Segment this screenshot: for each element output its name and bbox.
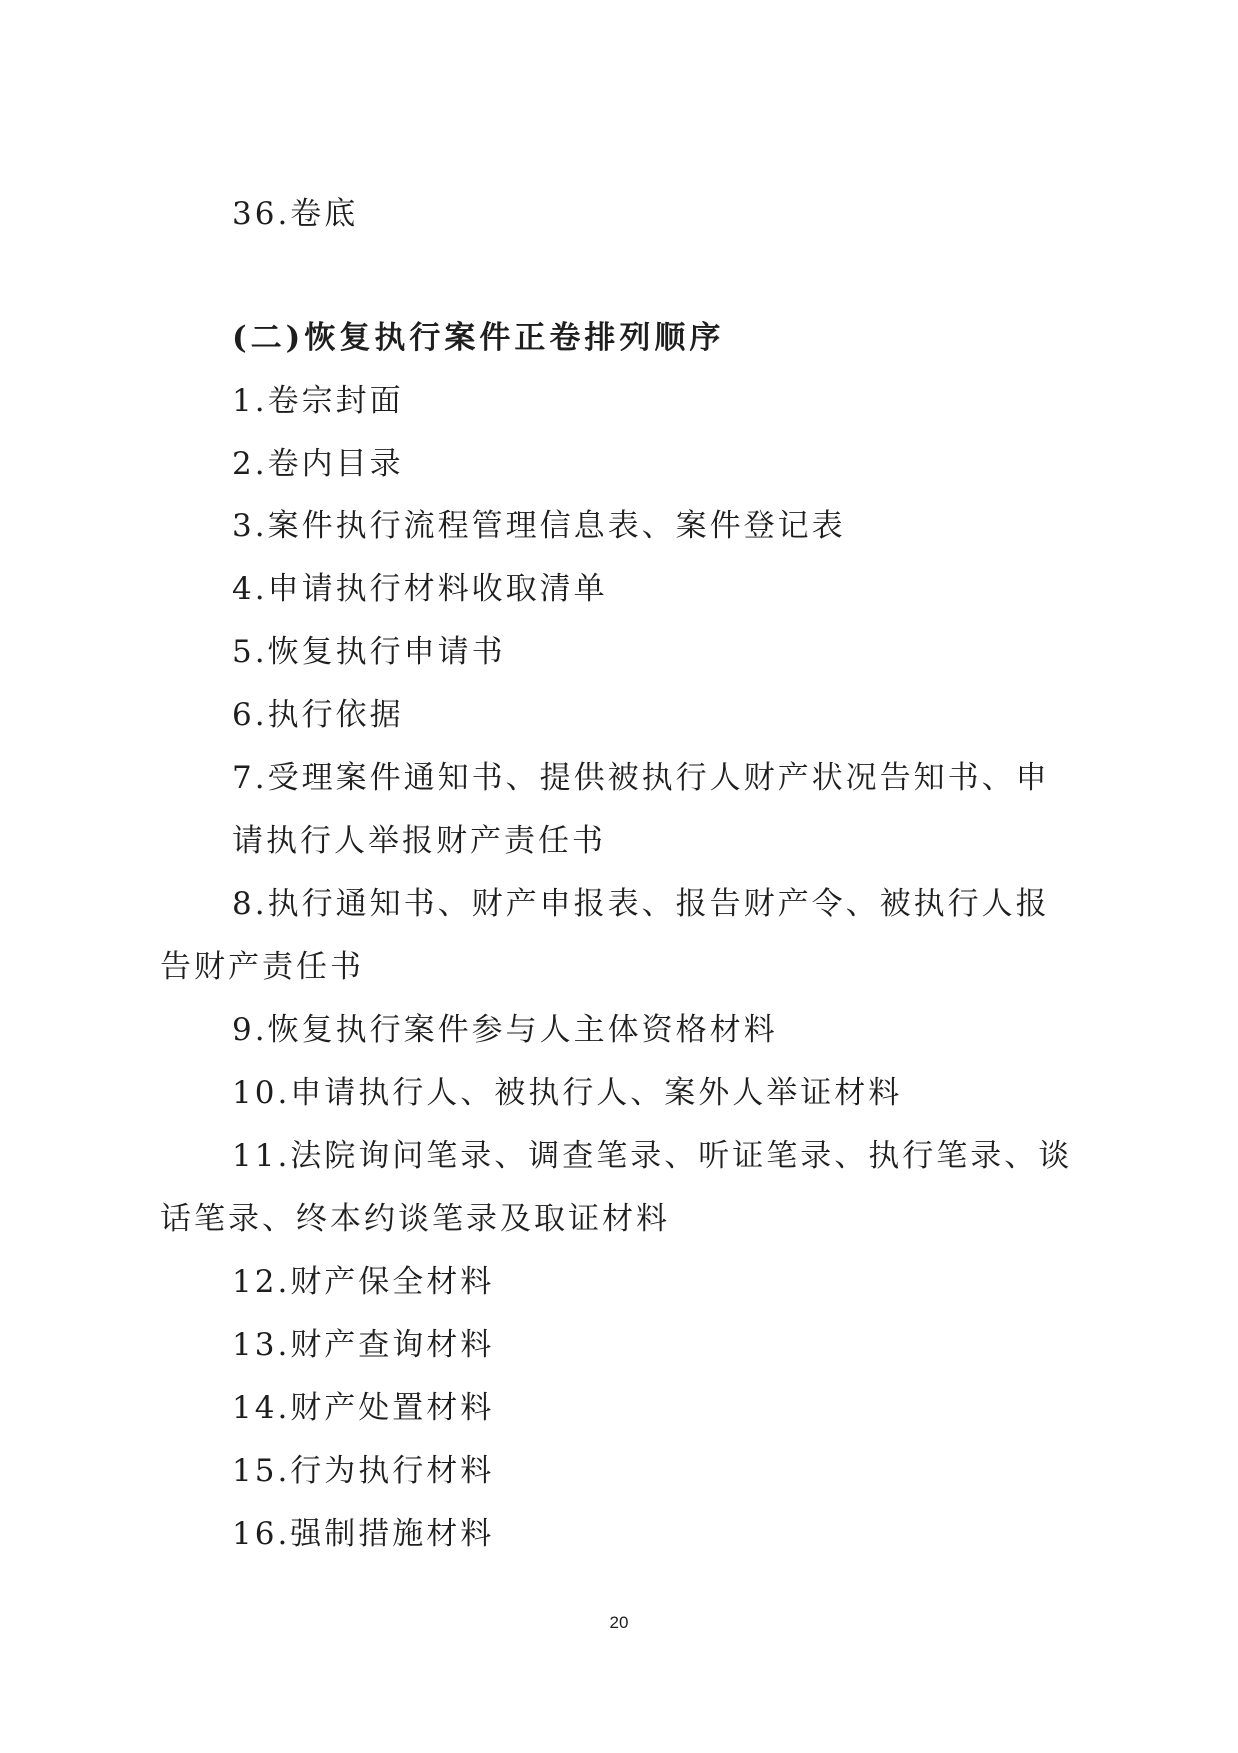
section-heading: (二)恢复执行案件正卷排列顺序 <box>232 320 725 356</box>
list-item-continuation: 告财产责任书 <box>160 949 364 985</box>
page-number: 20 <box>609 1613 629 1632</box>
list-item: 4.申请执行材料收取清单 <box>232 571 608 607</box>
list-item: 8.执行通知书、财产申报表、报告财产令、被执行人报 <box>232 886 1050 922</box>
list-item: 16.强制措施材料 <box>232 1516 495 1552</box>
list-item: 5.恢复执行申请书 <box>232 634 506 670</box>
list-item: 14.财产处置材料 <box>232 1390 495 1426</box>
list-item: 11.法院询问笔录、调查笔录、听证笔录、执行笔录、谈 <box>232 1138 1073 1174</box>
list-item: 15.行为执行材料 <box>232 1453 495 1489</box>
list-item: 2.卷内目录 <box>232 446 404 482</box>
list-item-continuation: 话笔录、终本约谈笔录及取证材料 <box>160 1201 670 1237</box>
list-item-continuation: 请执行人举报财产责任书 <box>232 823 606 859</box>
list-item: 13.财产查询材料 <box>232 1327 495 1363</box>
list-item: 9.恢复执行案件参与人主体资格材料 <box>232 1012 778 1048</box>
list-item: 12.财产保全材料 <box>232 1264 495 1300</box>
list-item: 10.申请执行人、被执行人、案外人举证材料 <box>232 1075 903 1111</box>
list-item: 7.受理案件通知书、提供被执行人财产状况告知书、申 <box>232 760 1050 796</box>
list-item: 3.案件执行流程管理信息表、案件登记表 <box>232 508 846 544</box>
prev-item-line: 36.卷底 <box>232 196 359 232</box>
list-item: 6.执行依据 <box>232 697 404 733</box>
list-item: 1.卷宗封面 <box>232 383 404 419</box>
